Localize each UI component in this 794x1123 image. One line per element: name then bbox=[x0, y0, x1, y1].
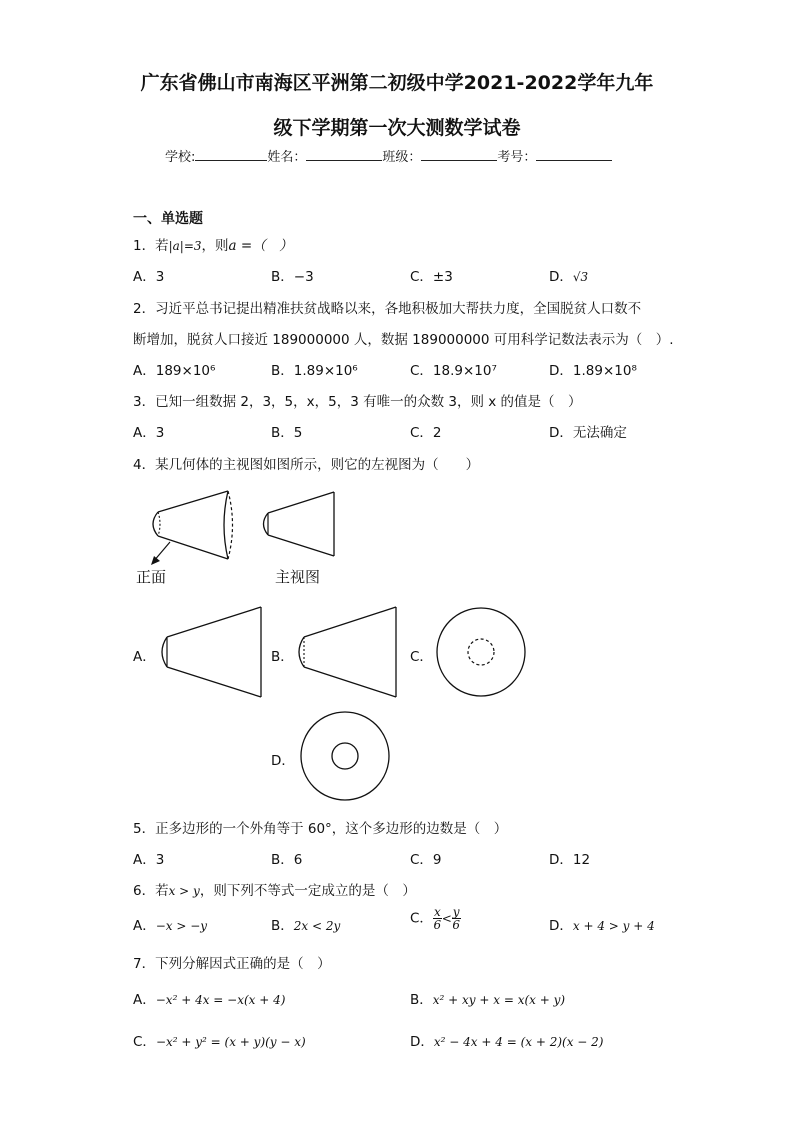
q5-option-c[interactable]: C．9 bbox=[410, 852, 442, 868]
q2-option-b[interactable]: B．1.89×10⁶ bbox=[271, 363, 358, 379]
q1-stem-c: a =（ ） bbox=[228, 238, 293, 254]
q5-option-a[interactable]: A．3 bbox=[133, 852, 165, 868]
q6-stem bbox=[133, 879, 416, 899]
exam-title-line1: 广东省佛山市南海区平洲第二初级中学2021-2022学年九年 bbox=[140, 72, 654, 94]
q6-stem-a: 6．若 bbox=[133, 883, 169, 899]
q4-stem: 4．某几何体的主视图如图所示，则它的左视图为（ ） bbox=[133, 457, 480, 473]
q4-option-b-figure[interactable] bbox=[292, 605, 402, 700]
q6-option-b-prefix: B． bbox=[271, 918, 294, 934]
q6-fraction-x bbox=[433, 906, 442, 931]
q7-option-d-prefix: D． bbox=[410, 1034, 434, 1050]
q7-option-c[interactable] bbox=[133, 1030, 306, 1050]
q4-option-c-figure[interactable] bbox=[435, 605, 530, 700]
q6-frac-x-den: 6 bbox=[433, 918, 442, 932]
q5-option-d[interactable]: D．12 bbox=[549, 852, 591, 868]
class-label: 班级： bbox=[382, 150, 422, 165]
q2-option-a[interactable]: A．189×10⁶ bbox=[133, 363, 216, 379]
q3-option-c[interactable]: C．2 bbox=[410, 425, 442, 441]
q3-option-a[interactable]: A．3 bbox=[133, 425, 165, 441]
q7-option-c-prefix: C． bbox=[133, 1034, 156, 1050]
q4-option-d[interactable]: D． bbox=[271, 753, 295, 769]
q3-option-d[interactable]: D．无法确定 bbox=[549, 425, 627, 441]
q7-option-a-prefix: A． bbox=[133, 992, 156, 1008]
q4-option-b[interactable]: B． bbox=[271, 649, 294, 665]
main-view-figure bbox=[258, 490, 338, 560]
q2-stem-line2: 断增加，脱贫人口接近 189000000 人，数据 189000000 可用科学记数法表示为（ ）. bbox=[133, 332, 674, 348]
q3-stem: 3．已知一组数据 2，3，5，x，5，3 有唯一的众数 3，则 x 的值是（ ） bbox=[133, 394, 582, 410]
q7-option-a-math: −x² + 4x = −x(x + 4) bbox=[155, 993, 286, 1007]
q5-option-b[interactable]: B．6 bbox=[271, 852, 303, 868]
q6-fraction-y bbox=[452, 906, 461, 931]
q7-option-a[interactable] bbox=[133, 988, 285, 1008]
q7-option-b-prefix: B． bbox=[410, 992, 433, 1008]
label-front: 正面 bbox=[136, 568, 167, 586]
school-blank[interactable] bbox=[195, 148, 267, 161]
class-blank[interactable] bbox=[421, 148, 497, 161]
q6-option-a-math: −x > −y bbox=[155, 919, 208, 933]
q6-frac-y-num: y bbox=[452, 905, 460, 919]
q1-option-c[interactable]: C．±3 bbox=[410, 269, 453, 285]
q1-abs: |a|=3 bbox=[168, 239, 202, 253]
q4-option-a[interactable]: A． bbox=[133, 649, 156, 665]
q6-option-b[interactable] bbox=[271, 914, 340, 934]
q2-option-d[interactable]: D．1.89×10⁸ bbox=[549, 363, 637, 379]
q1-stem-b: ，则 bbox=[201, 238, 229, 254]
q7-option-c-math: −x² + y² = (x + y)(y − x) bbox=[155, 1035, 306, 1049]
info-line bbox=[165, 146, 612, 165]
q4-option-d-figure[interactable] bbox=[298, 710, 393, 805]
q1-option-a[interactable]: A．3 bbox=[133, 269, 165, 285]
q6-stem-b: ，则下列不等式一定成立的是（ ） bbox=[199, 883, 416, 899]
section-single-choice: 一、单选题 bbox=[133, 211, 203, 227]
q6-frac-y-den: 6 bbox=[452, 918, 460, 932]
q7-option-b[interactable] bbox=[410, 988, 565, 1008]
number-blank[interactable] bbox=[536, 148, 612, 161]
q1-option-d[interactable] bbox=[549, 265, 588, 285]
name-blank[interactable] bbox=[306, 148, 382, 161]
q6-option-c-prefix: C． bbox=[410, 910, 433, 927]
q4-option-a-figure[interactable] bbox=[155, 605, 265, 700]
number-label: 考号： bbox=[497, 150, 537, 165]
q6-stem-math: x > y bbox=[168, 884, 200, 898]
q4-option-c[interactable]: C． bbox=[410, 649, 433, 665]
q6-option-b-math: 2x < 2y bbox=[293, 919, 341, 933]
q2-stem-line1: 2．习近平总书记提出精准扶贫战略以来，各地积极加大帮扶力度，全国脱贫人口数不 bbox=[133, 301, 642, 317]
name-label: 姓名： bbox=[267, 150, 307, 165]
label-main-view: 主视图 bbox=[275, 568, 321, 586]
q6-option-c-rel: < bbox=[441, 911, 452, 926]
q6-option-a-prefix: A． bbox=[133, 918, 156, 934]
q1-stem-a: 1．若 bbox=[133, 238, 169, 254]
exam-title-line2: 级下学期第一次大测数学试卷 bbox=[273, 117, 521, 139]
q2-option-c[interactable]: C．18.9×10⁷ bbox=[410, 363, 497, 379]
q5-stem: 5．正多边形的一个外角等于 60°，这个多边形的边数是（ ） bbox=[133, 821, 508, 837]
school-label: 学校: bbox=[165, 150, 196, 165]
q6-option-c[interactable] bbox=[410, 906, 461, 931]
q1-option-b[interactable]: B．−3 bbox=[271, 269, 314, 285]
q7-stem: 7．下列分解因式正确的是（ ） bbox=[133, 956, 331, 972]
q1-stem bbox=[133, 234, 293, 254]
q1-option-d-prefix: D． bbox=[549, 269, 573, 285]
q6-option-a[interactable] bbox=[133, 914, 207, 934]
q6-option-d-prefix: D． bbox=[549, 918, 573, 934]
q6-option-d-math: x + 4 > y + 4 bbox=[572, 919, 655, 933]
q7-option-d[interactable] bbox=[410, 1030, 603, 1050]
q3-option-b[interactable]: B．5 bbox=[271, 425, 303, 441]
q6-frac-x-num: x bbox=[433, 905, 441, 919]
q6-option-d[interactable] bbox=[549, 914, 655, 934]
q7-option-d-math: x² − 4x + 4 = (x + 2)(x − 2) bbox=[433, 1035, 604, 1049]
q7-option-b-math: x² + xy + x = x(x + y) bbox=[432, 993, 566, 1007]
q1-option-d-math: √3 bbox=[572, 270, 589, 284]
